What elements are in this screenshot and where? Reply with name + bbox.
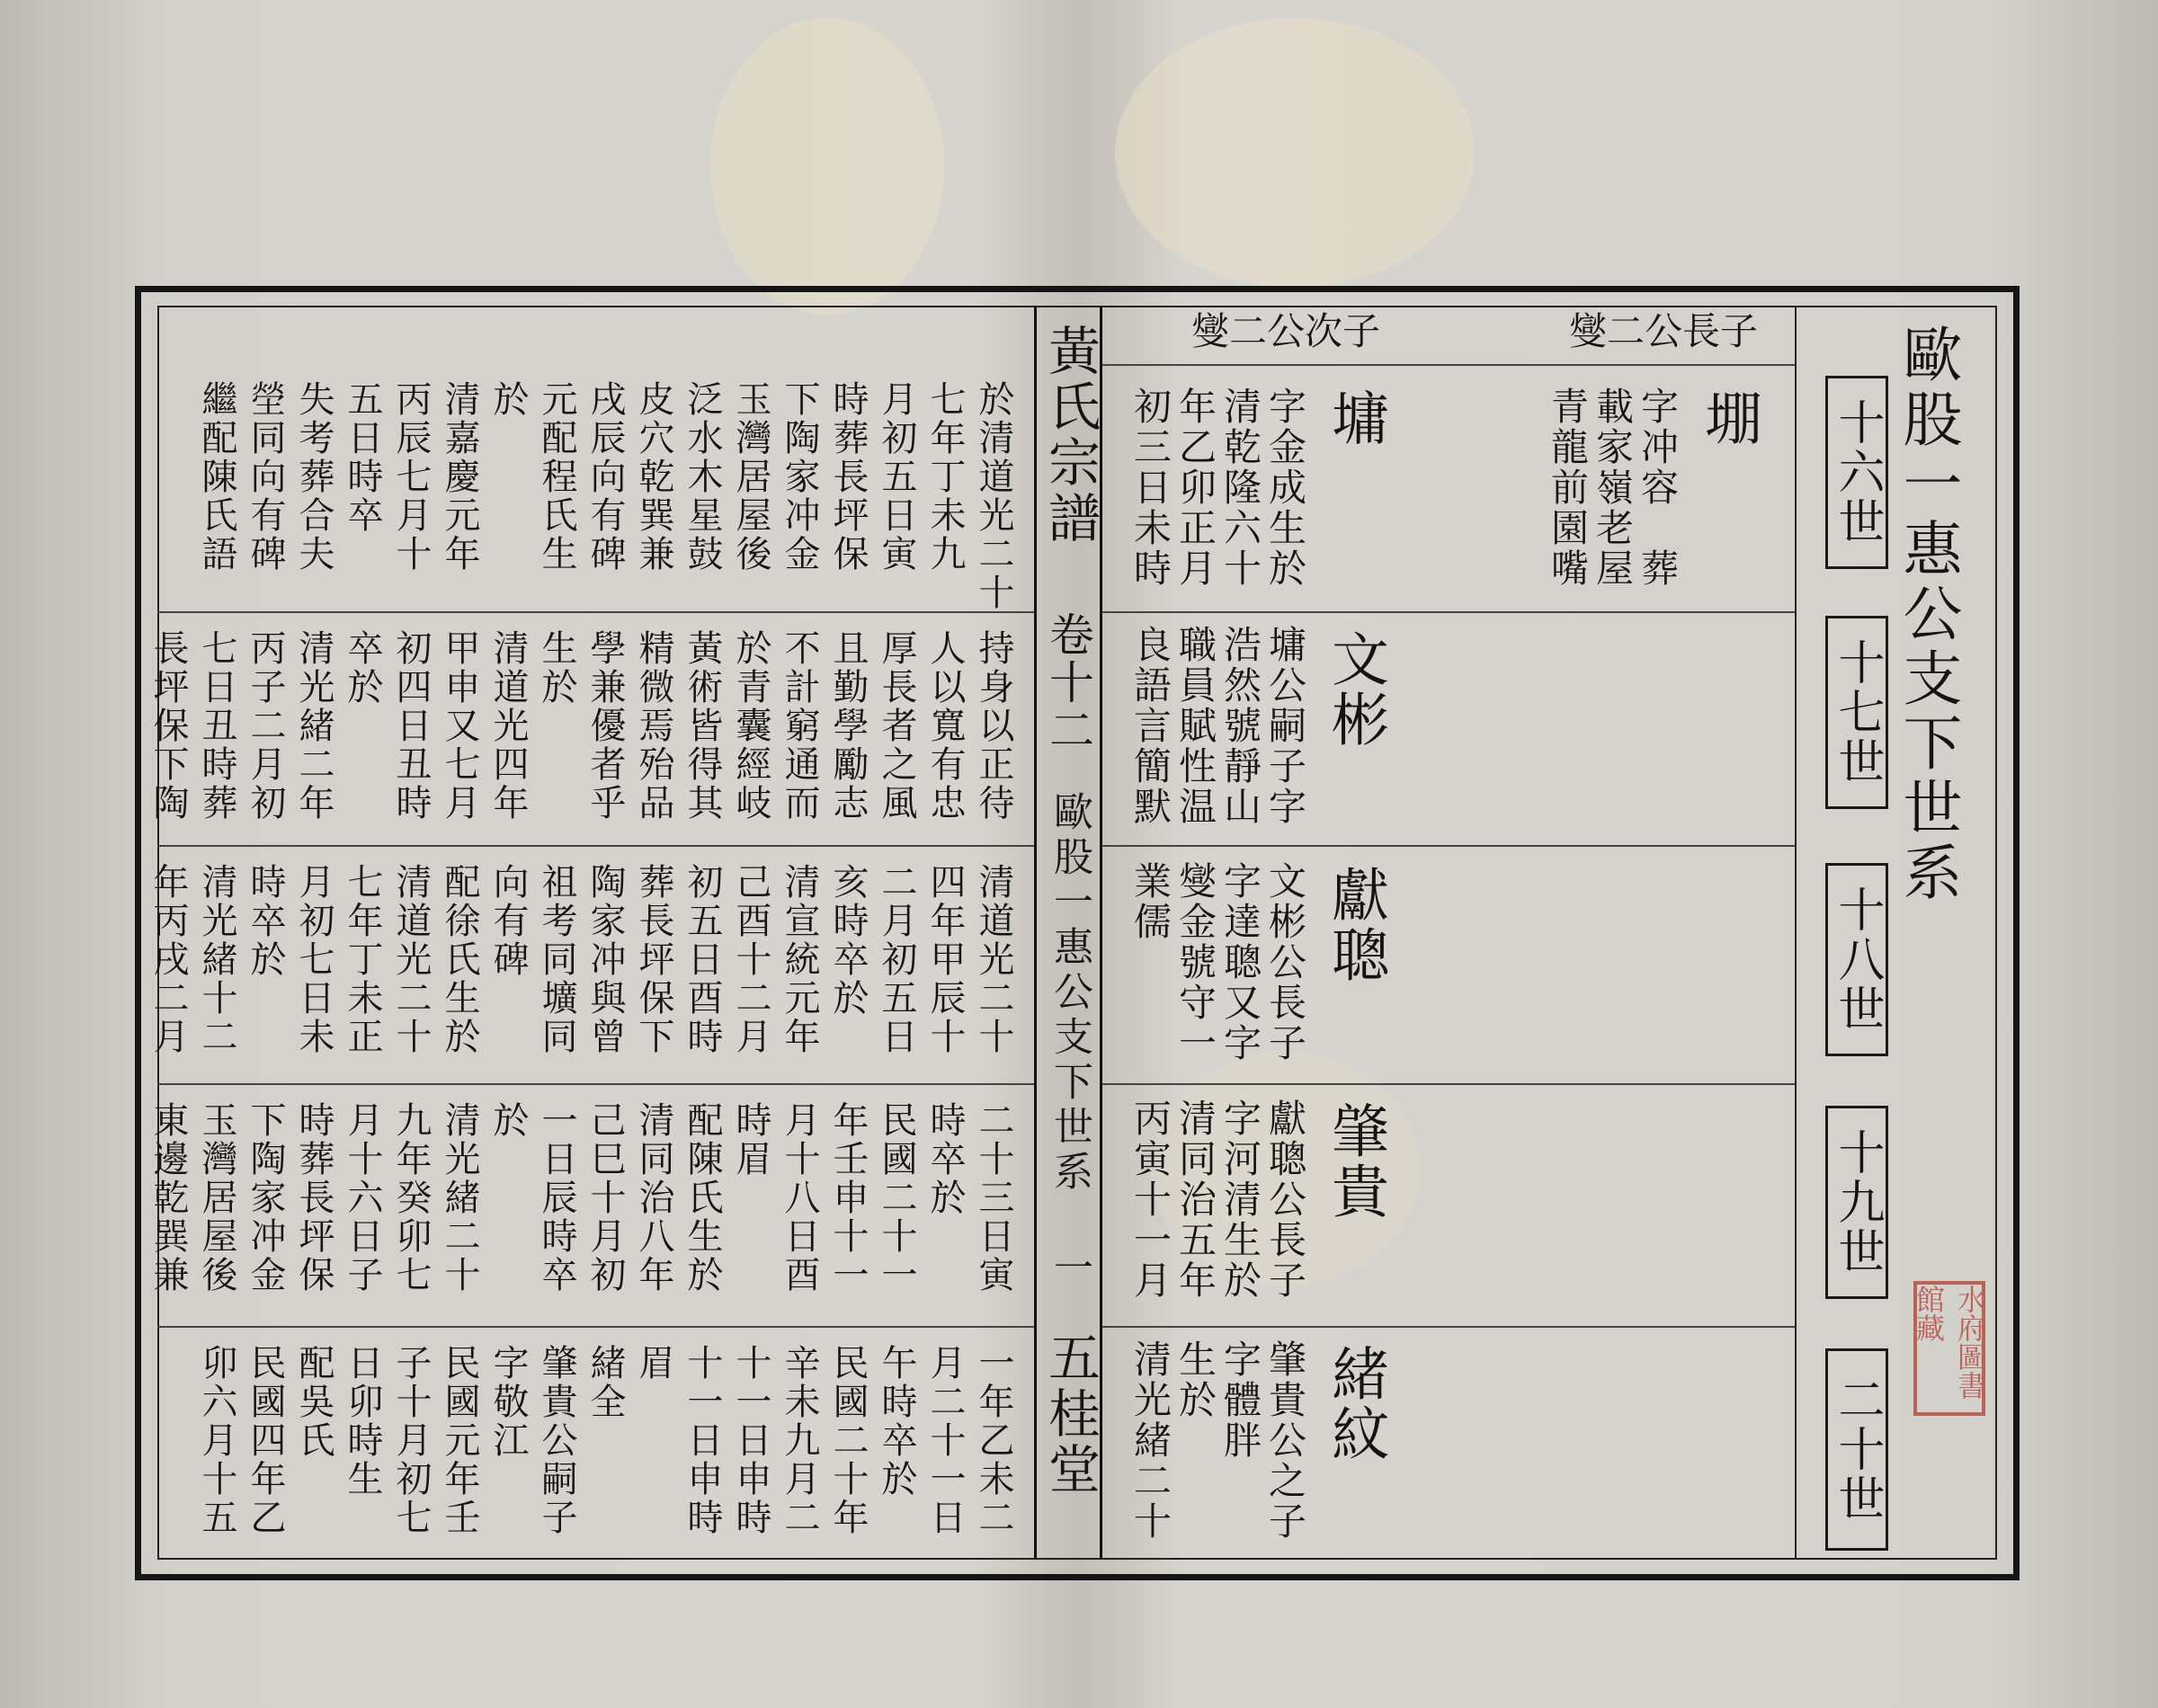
- record-column: 清道光四年: [487, 629, 529, 823]
- generation-rule: [1795, 306, 1797, 1560]
- row-rule: [1102, 611, 1795, 613]
- record-column: 時眉: [730, 1101, 771, 1179]
- row-rule: [157, 1326, 1034, 1328]
- generation-label: 十八世: [1830, 885, 1884, 1034]
- record-column: 陶家冲與曾: [584, 863, 626, 1056]
- record-column: 眉: [633, 1344, 674, 1383]
- record-column: 清同治八年: [633, 1101, 674, 1294]
- row-rule: [157, 845, 1034, 847]
- section-label: 歐股一惠公支下世系 一: [1047, 791, 1092, 1292]
- person-name: 緒紋: [1322, 1344, 1388, 1464]
- record-column: 二月初五日: [876, 863, 917, 1056]
- record-column: 時卒於: [924, 1101, 966, 1217]
- record-column: 玉灣居屋後: [196, 1101, 237, 1294]
- generation-label: 十六世: [1830, 398, 1884, 547]
- record-column: 清道光二十: [973, 863, 1014, 1056]
- record-column: 葬長坪保下: [633, 863, 674, 1056]
- record-column: 戌辰向有碑: [584, 380, 626, 574]
- person-text: 生於: [1173, 1339, 1217, 1420]
- seal-text: 水府圖書館藏: [1912, 1285, 1987, 1400]
- record-column: 於清道光二十: [973, 380, 1014, 612]
- record-column: 清道光二十: [390, 863, 432, 1056]
- record-column: 清光緒二十: [439, 1101, 480, 1294]
- record-column: 民國四年乙: [245, 1344, 286, 1537]
- record-column: 清宣統元年: [779, 863, 820, 1056]
- volume-label: 卷十二: [1042, 611, 1094, 754]
- record-column: 時卒於: [245, 863, 286, 979]
- generation-box: [1825, 376, 1888, 569]
- record-column: 清嘉慶元年: [439, 380, 480, 574]
- record-column: 配徐氏生於: [439, 863, 480, 1056]
- record-column: 亥時卒於: [827, 863, 869, 1018]
- person-text: 文彬公長子: [1263, 861, 1307, 1063]
- record-column: 七年丁未正: [342, 863, 383, 1056]
- record-column: 一年乙未二: [973, 1344, 1014, 1537]
- record-column: 辛未九月二: [779, 1344, 820, 1537]
- record-column: 二十三日寅: [973, 1101, 1014, 1294]
- person-name: 肇貴: [1322, 1101, 1388, 1222]
- record-column: 下陶家冲金: [779, 380, 820, 574]
- person-text: 燮金號守一: [1173, 861, 1217, 1063]
- record-column: 清光緒二年: [293, 629, 334, 823]
- record-column: 九年癸卯七: [390, 1101, 432, 1294]
- record-column: 月初五日寅: [876, 380, 917, 574]
- record-column: 四年甲辰十: [924, 863, 966, 1056]
- record-column: 於: [487, 1101, 529, 1140]
- record-column: 卒於: [342, 629, 383, 707]
- record-column: 時葬長坪保: [827, 380, 869, 574]
- son-heading: 燮二公長子: [1569, 309, 1759, 353]
- person-text: 字河清生於: [1218, 1099, 1262, 1301]
- record-column: 泛水木星鼓: [682, 380, 723, 574]
- generation-label: 十七世: [1830, 638, 1884, 787]
- record-column: 玉灣居屋後: [730, 380, 771, 574]
- water-stain: [1115, 18, 1475, 288]
- record-column: 不計窮通而: [779, 629, 820, 823]
- person-text: 清光緒二十: [1128, 1339, 1173, 1542]
- record-column: 皮穴乾巽兼: [633, 380, 674, 574]
- record-column: 黃術皆得其: [682, 629, 723, 823]
- record-column: 時葬長坪保: [293, 1101, 334, 1294]
- record-column: 日卯時生: [342, 1344, 383, 1499]
- row-rule: [1102, 845, 1795, 847]
- record-column: 七年丁未九: [924, 380, 966, 574]
- record-column: 卯六月十五: [196, 1344, 237, 1537]
- person-text: 字冲容: [1636, 387, 1680, 508]
- record-column: 月十六日子: [342, 1101, 383, 1294]
- record-column: 肇貴公嗣子: [536, 1344, 577, 1537]
- person-text: 青龍前園嘴: [1546, 387, 1590, 589]
- record-column: 丙辰七月十: [390, 380, 432, 574]
- record-column: 元配程氏生: [536, 380, 577, 574]
- record-column: 月初七日未: [293, 863, 334, 1056]
- person-text: 年乙卯正月: [1173, 387, 1217, 589]
- record-column: 向有碑: [487, 863, 529, 979]
- row-rule: [1102, 1083, 1795, 1085]
- record-column: 七日丑時葬: [196, 629, 237, 823]
- record-column: 己巳十月初: [584, 1101, 626, 1294]
- generation-box: [1825, 1348, 1888, 1551]
- person-name: 墉: [1322, 388, 1388, 449]
- person-name: 獻聰: [1322, 865, 1388, 985]
- person-text: 初三日未時: [1128, 387, 1173, 589]
- record-column: 厚長者之風: [876, 629, 917, 823]
- record-column: 己酉十二月: [730, 863, 771, 1056]
- record-column: 十一日申時: [682, 1344, 723, 1537]
- generation-label: 二十世: [1830, 1375, 1884, 1524]
- record-column: 丙子二月初: [245, 629, 286, 823]
- record-column: 清光緒十二: [196, 863, 237, 1056]
- record-column: 字敬江: [487, 1344, 529, 1460]
- person-text: 業儒: [1128, 861, 1173, 942]
- record-column: 十一日申時: [730, 1344, 771, 1537]
- person-text: 浩然號靜山: [1218, 625, 1262, 827]
- record-column: 緒全: [584, 1344, 626, 1421]
- record-column: 且勤學勵志: [827, 629, 869, 823]
- person-name: 文彬: [1322, 629, 1388, 750]
- water-stain: [710, 18, 944, 315]
- person-text: 清同治五年: [1173, 1099, 1217, 1301]
- book-title: 黃氏宗譜: [1039, 324, 1101, 547]
- generation-box: [1825, 863, 1888, 1056]
- record-column: 子十月初七: [390, 1344, 432, 1537]
- record-column: 祖考同壙同: [536, 863, 577, 1056]
- son-heading: 燮二公次子: [1191, 309, 1381, 353]
- person-text: 字達聰又字: [1218, 861, 1262, 1063]
- row-rule: [157, 611, 1034, 613]
- record-column: 初四日丑時: [390, 629, 432, 823]
- record-column: 月二十一日: [924, 1344, 966, 1537]
- record-column: 配陳氏生於: [682, 1101, 723, 1294]
- hall-name: 五桂堂: [1039, 1330, 1101, 1498]
- record-column: 一日辰時卒: [536, 1101, 577, 1294]
- record-column: 民國元年壬: [439, 1344, 480, 1537]
- generation-label: 十九世: [1830, 1128, 1884, 1277]
- generation-box: [1825, 616, 1888, 809]
- fold-column: [1034, 306, 1102, 1560]
- page-title: 歐股一惠公支下世系: [1893, 324, 1962, 906]
- record-column: 下陶家冲金: [245, 1101, 286, 1294]
- record-column: 民國二十一: [876, 1101, 917, 1294]
- person-text: 載家嶺老屋: [1591, 387, 1635, 589]
- person-text: 字體胖: [1218, 1339, 1262, 1461]
- header-rule: [1102, 364, 1795, 366]
- record-column: 民國二十年: [827, 1344, 869, 1537]
- person-name: 堋: [1695, 388, 1761, 449]
- record-column: 於: [487, 380, 529, 419]
- person-text: 字金成生於: [1263, 387, 1307, 589]
- record-column: 繼配陳氏語: [196, 380, 237, 574]
- person-text: 獻聰公長子: [1263, 1099, 1307, 1301]
- record-column: 生於: [536, 629, 577, 707]
- person-text: 職員賦性温: [1173, 625, 1217, 827]
- record-column: 塋同向有碑: [245, 380, 286, 574]
- record-column: 月十八日酉: [779, 1101, 820, 1294]
- record-column: 長坪保下陶: [147, 629, 189, 823]
- record-column: 學兼優者乎: [584, 629, 626, 823]
- record-column: 人以寬有忠: [924, 629, 966, 823]
- generation-box: [1825, 1106, 1888, 1299]
- record-column: 初五日酉時: [682, 863, 723, 1056]
- record-column: 於青囊經岐: [730, 629, 771, 823]
- record-column: 年壬申十一: [827, 1101, 869, 1294]
- row-rule: [1102, 1326, 1795, 1328]
- record-column: 精微焉殆品: [633, 629, 674, 823]
- person-text: 葬: [1636, 548, 1680, 589]
- library-seal: [1913, 1281, 1985, 1416]
- person-text: 丙寅十一月: [1128, 1099, 1173, 1301]
- person-text: 清乾隆六十: [1218, 387, 1262, 589]
- record-column: 年丙戌二月: [147, 863, 189, 1056]
- record-column: 甲申又七月: [439, 629, 480, 823]
- record-column: 配吳氏: [293, 1344, 334, 1460]
- person-text: 良語言簡默: [1128, 625, 1173, 827]
- row-rule: [157, 1083, 1034, 1085]
- record-column: 持身以正待: [973, 629, 1014, 823]
- person-text: 肇貴公之子: [1263, 1339, 1307, 1542]
- record-column: 東邊乾巽兼: [147, 1101, 189, 1294]
- record-column: 失考葬合夫: [293, 380, 334, 574]
- record-column: 午時卒於: [876, 1344, 917, 1499]
- record-column: 五日時卒: [342, 380, 383, 535]
- person-text: 墉公嗣子字: [1263, 625, 1307, 827]
